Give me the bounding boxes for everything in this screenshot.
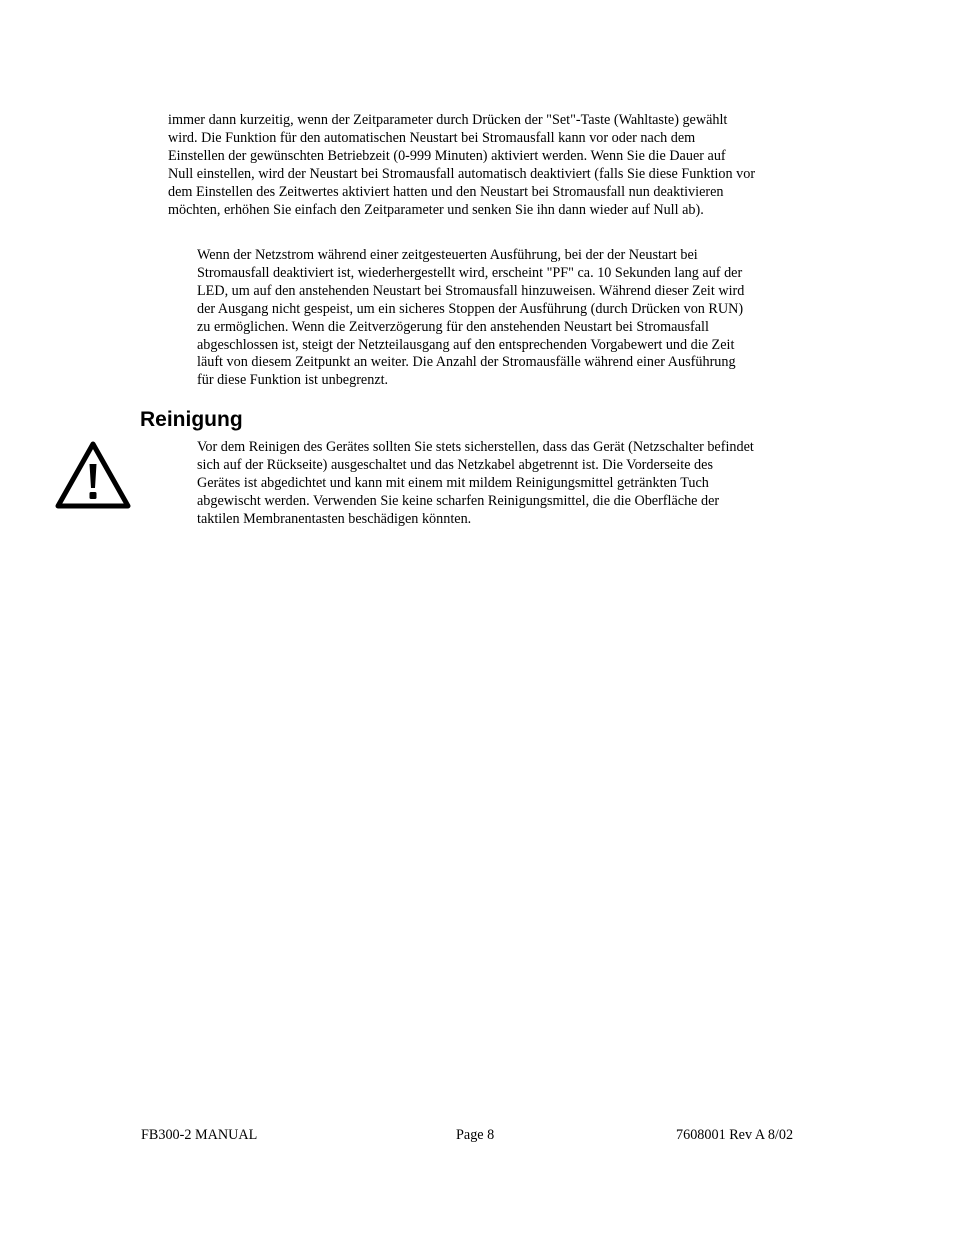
text-line: läuft von diesem Zeitpunkt an weiter. Die Anzahl der Stromausfälle während einer Ausführung — [197, 354, 736, 371]
footer-page-number: Page 8 — [456, 1127, 495, 1143]
text-line: abgeschlossen ist, steigt der Netzteilausgang auf den entsprechenden Vorgabewert und die Zeit — [197, 336, 735, 353]
text-line: Einstellen der gewünschten Betriebzeit (0-999 Minuten) aktiviert werden. Wenn Sie die Dauer auf — [168, 147, 726, 164]
text-line: Stromausfall deaktiviert ist, wiederhergestellt wird, erscheint "PF" ca. 10 Sekunden lang auf der — [197, 264, 743, 281]
text-line: taktilen Membranentasten beschädigen könnten. — [197, 510, 472, 527]
paragraph-cleaning — [197, 439, 754, 529]
text-line: abgewischt werden. Verwenden Sie keine scharfen Reinigungsmittel, die die Oberfläche der — [197, 492, 720, 509]
text-line: LED, um auf den anstehenden Neustart bei Stromausfall hinzuweisen. Während dieser Zeit wird — [197, 282, 745, 299]
warning-triangle-icon — [54, 440, 132, 510]
text-line: immer dann kurzeitig, wenn der Zeitparameter durch Drücken der "Set"-Taste (Wahltaste) gewählt — [168, 112, 728, 128]
text-line: möchten, erhöhen Sie einfach den Zeitparameter und senken Sie ihn dann wieder auf Null ab). — [168, 201, 704, 218]
text-line: der Ausgang nicht gespeist, um ein sicheres Stoppen der Ausführung (durch Drücken von RUN) — [197, 300, 744, 317]
paragraph-power-failure — [197, 247, 744, 390]
section-heading-reinigung: Reinigung — [140, 408, 243, 431]
footer-manual-title: FB300-2 MANUAL — [141, 1127, 258, 1143]
text-line: wird. Die Funktion für den automatischen Neustart bei Stromausfall kann vor oder nach dem — [168, 129, 696, 146]
text-line: sich auf der Rückseite) ausgeschaltet und das Netzkabel abgetrennt ist. Die Vorderseite des — [197, 456, 713, 473]
text-line: Vor dem Reinigen des Gerätes sollten Sie stets sicherstellen, dass das Gerät (Netzschalter befindet — [197, 439, 754, 455]
paragraph-restart-settings — [168, 112, 755, 219]
footer-revision: 7608001 Rev A 8/02 — [676, 1127, 794, 1143]
text-line: Wenn der Netzstrom während einer zeitgesteuerten Ausführung, bei der der Neustart bei — [197, 247, 698, 263]
text-line: für diese Funktion ist unbegrenzt. — [197, 372, 389, 389]
text-line: zu ermöglichen. Wenn die Zeitverzögerung für den anstehenden Neustart bei Stromausfall — [197, 318, 709, 335]
text-line: Null einstellen, wird der Neustart bei Stromausfall automatisch deaktiviert (falls Sie diese Funktion vor — [168, 165, 756, 182]
text-line: dem Einstellen des Zeitwertes aktiviert hatten und den Neustart bei Stromausfall nun deaktivieren — [168, 183, 724, 200]
text-line: Gerätes ist abgedichtet und kann mit einem mit mildem Reinigungsmittel getränkten Tuch — [197, 474, 709, 491]
